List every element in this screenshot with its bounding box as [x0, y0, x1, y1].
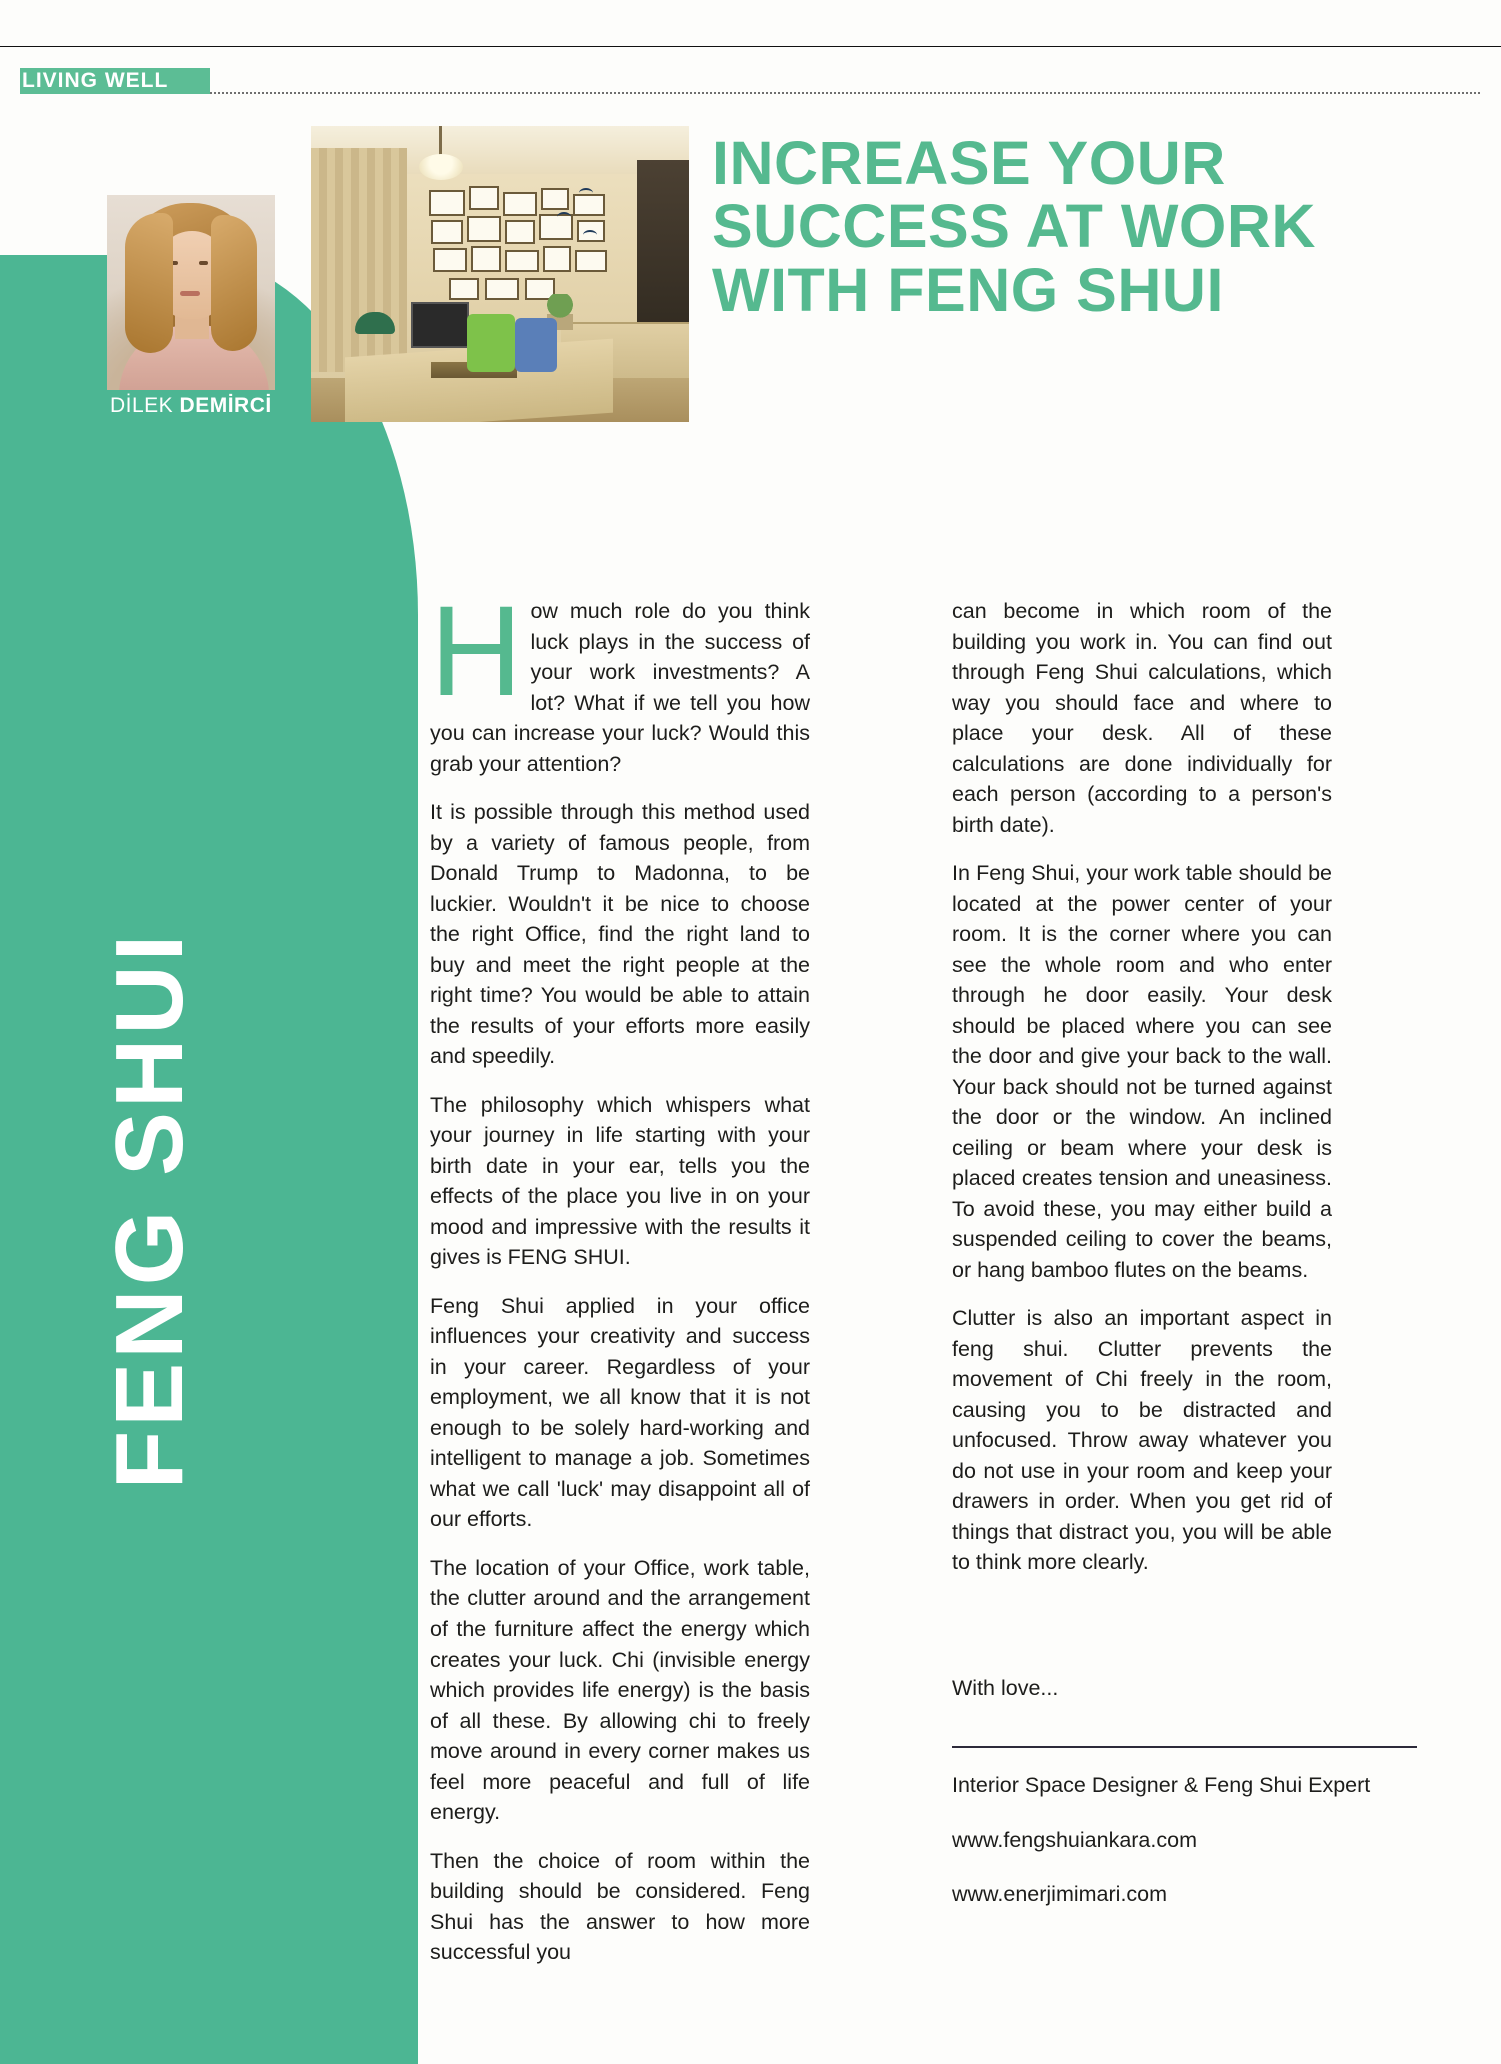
office-curtain [311, 148, 407, 372]
office-photo [311, 126, 689, 422]
paragraph-text: ow much role do you think luck plays in the success of your work investments? A lot? What if we tell you how you can increase your luck? Would this grab your attention? [430, 599, 810, 776]
website-link-2[interactable]: www.enerjimimari.com [952, 1882, 1168, 1907]
framed-certificate [449, 278, 479, 300]
website-link-1[interactable]: www.fengshuiankara.com [952, 1827, 1197, 1852]
framed-certificate [505, 250, 539, 272]
author-eye-right [199, 261, 208, 265]
signoff: With love... [952, 1676, 1059, 1700]
blue-chair [515, 318, 557, 372]
body-column-left [430, 580, 810, 1986]
author-mouth [180, 291, 200, 296]
credit-line: Interior Space Designer & Feng Shui Expert [952, 1773, 1371, 1797]
green-chair [467, 314, 515, 372]
paragraph: Then the choice of room within the building should be considered. Feng Shui has the answer to how more successful you [430, 1848, 810, 1965]
pendant-lamp [419, 154, 463, 180]
framed-certificate [505, 220, 535, 244]
paragraph-intro [430, 580, 810, 779]
framed-certificate [469, 186, 499, 210]
framed-certificate [467, 216, 501, 242]
body-column-right [952, 596, 1332, 1596]
author-hair-left [125, 213, 173, 353]
author-hair-right [211, 215, 257, 351]
bird-decal [579, 188, 593, 198]
green-side-panel [0, 255, 418, 2064]
framed-certificate [433, 248, 467, 272]
bird-decal [583, 230, 597, 240]
author-credits [952, 1770, 1372, 1934]
author-last-name: DEMİRCİ [179, 394, 272, 417]
paragraph: can become in which room of the building you work in. You can find out through Feng Shui calculations, which way you should face and where to place your desk. All of these calculations are done individually for each person (according to a person's birth date). [952, 599, 1332, 837]
framed-certificate [429, 190, 465, 216]
bird-decal [557, 212, 571, 222]
paragraph: It is possible through this method used by a variety of famous people, from Donald Trump to Madonna, to be luckier. Wouldn't it be nice to choose the right Office, find the right land to buy and meet the right people at the right time? You would be able to attain the results of your efforts more easily and speedily. [430, 800, 810, 1069]
framed-certificate [575, 250, 607, 272]
top-divider [0, 46, 1501, 47]
framed-certificate [485, 278, 519, 300]
framed-certificate [471, 246, 501, 272]
dotted-divider [210, 92, 1480, 94]
author-photo [107, 195, 275, 390]
certificate-wall [429, 186, 641, 306]
paragraph: Feng Shui applied in your office influences your creativity and success in your career. Regardless of your employment, we all know that it is not enough to be solely hard-working and intelligent to manage a job. Sometimes what we call 'luck' may disappoint all of our efforts. [430, 1293, 810, 1532]
paragraph: The location of your Office, work table, the clutter around and the arrangement of the furniture affect the energy which creates your luck. Chi (invisible energy which provides life energy) is the basis of all these. By allowing chi to freely move around in every corner makes us feel more peaceful and full of life energy. [430, 1555, 810, 1825]
laptop-screen [411, 302, 469, 348]
paragraph: In Feng Shui, your work table should be located at the power center of your room. It is the corner where you can see the whole room and who enter through he door easily. Your desk should be placed where you can see the door and give your back to the wall. Your back should not be turned against the door or the window. An inclined ceiling or beam where your desk is placed creates tension and uneasiness. To avoid these, you may either build a suspended ceiling to cover the beams, or hang bamboo flutes on the beams. [952, 861, 1332, 1282]
article-headline: INCREASE YOUR SUCCESS AT WORK WITH FENG SHUI [712, 129, 1316, 324]
paragraph: Clutter is also an important aspect in feng shui. Clutter prevents the movement of Chi freely in the room, causing you to be distracted and unfocused. Throw away whatever you do not use in your room and keep your drawers in order. When you get rid of things that distract you, you will be able to think more clearly. [952, 1306, 1332, 1575]
section-kicker: LIVING WELL [20, 68, 210, 94]
footer-divider [952, 1746, 1417, 1748]
vertical-title: FENG SHUI [96, 930, 203, 1490]
author-first-name: DİLEK [110, 394, 180, 417]
framed-certificate [541, 188, 569, 210]
drop-cap: H [430, 580, 523, 723]
framed-certificate [431, 220, 463, 244]
framed-certificate [543, 246, 571, 272]
framed-certificate [503, 192, 537, 216]
paragraph: The philosophy which whispers what your journey in life starting with your birth date in your ear, tells you the effects of the place you live in on your mood and impressive with the results it gives is FENG SHUI. [430, 1092, 810, 1270]
